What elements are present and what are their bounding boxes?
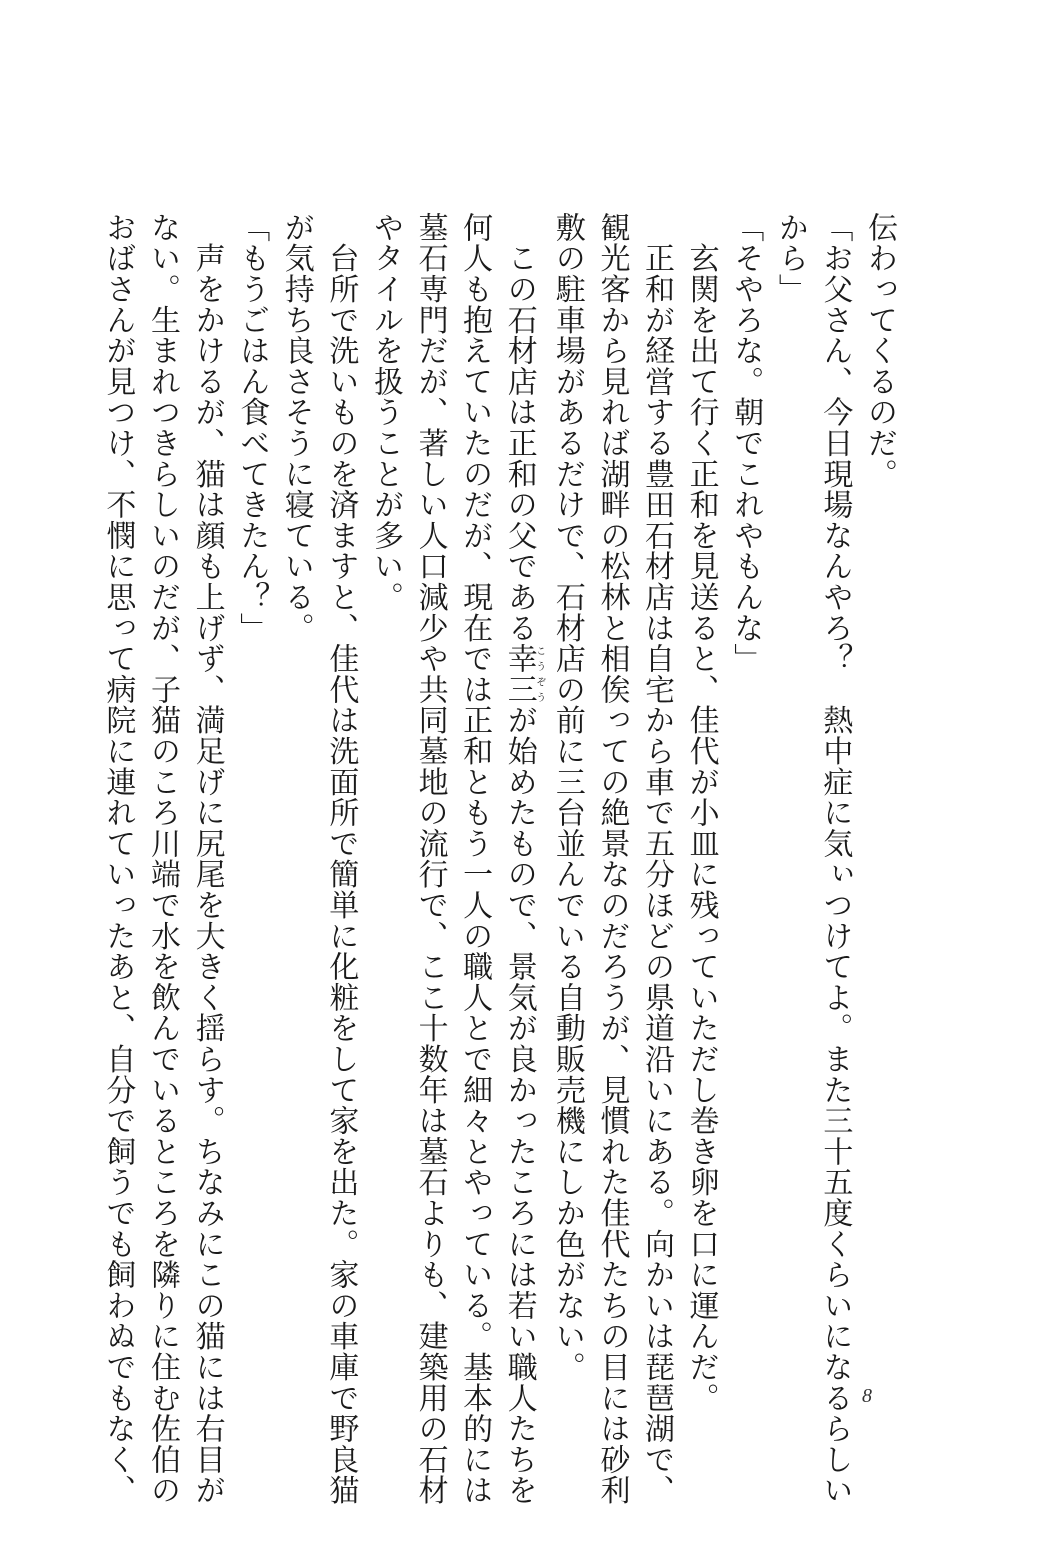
ruby-base: 幸三 (501, 643, 537, 705)
vertical-text-body (100, 212, 901, 1506)
ruby-line-after: が始めたもので、景気が良かったころには若い職人たちを (501, 704, 537, 1506)
text-line: 「もうごはん食べてきたん？」 (234, 212, 270, 644)
text-line: 「お父さん、今日現場なんやろ？ 熱中症に気ぃつけてよ。また三十五度くらいになるらしい (817, 212, 853, 1506)
text-line: 声をかけるが、猫は顔も上げず、満足げに尻尾を大きく揺らす。ちなみにこの猫には右目が (189, 212, 225, 1506)
text-line: 台所で洗いものを済ますと、佳代は洗面所で簡単に化粧をして家を出た。家の車庫で野良猫 (323, 212, 359, 1506)
text-line: から」 (772, 212, 808, 305)
furigana-word (501, 643, 545, 705)
text-line: 正和が経営する豊田石材店は自宅から車で五分ほどの県道沿いにある。向かいは琵琶湖で、 (639, 212, 675, 1506)
text-line-with-ruby (496, 212, 545, 1506)
text-line: 観光客から見れば湖畔の松林と相俟っての絶景なのだろうが、見慣れた佳代たちの目には砂利 (594, 212, 630, 1506)
text-line: 「そやろな。朝でこれやもんな」 (728, 212, 764, 674)
text-line: が気持ち良さそうに寝ている。 (278, 212, 314, 644)
ruby-reading: こうぞう (533, 643, 545, 705)
text-line: おばさんが見つけ、不憫に思って病院に連れていったあと、自分で飼うでも飼わぬでもなく、 (100, 212, 136, 1506)
ruby-line-before: この石材店は正和の父である (501, 212, 537, 644)
text-line: 敷の駐車場があるだけで、石材店の前に三台並んでいる自動販売機にしか色がない。 (549, 212, 585, 1383)
text-line: ない。生まれつきらしいのだが、子猫のころ川端で水を飲んでいるところを隣りに住む佐伯の (145, 212, 180, 1506)
text-line: 玄関を出て行く正和を見送ると、佳代が小皿に残っていただし巻き卵を口に運んだ。 (683, 212, 719, 1414)
text-line: 墓石専門だが、著しい人口減少や共同墓地の流行で、ここ十数年は墓石よりも、建築用の石材 (412, 212, 448, 1506)
text-line: 何人も抱えていたのだが、現在では正和ともう一人の職人とで細々とやっている。基本的には (457, 212, 493, 1506)
text-line: 伝わってくるのだ。 (862, 212, 897, 490)
page-number: 8 (862, 1385, 872, 1407)
text-line: やタイルを扱うことが多い。 (367, 212, 403, 613)
